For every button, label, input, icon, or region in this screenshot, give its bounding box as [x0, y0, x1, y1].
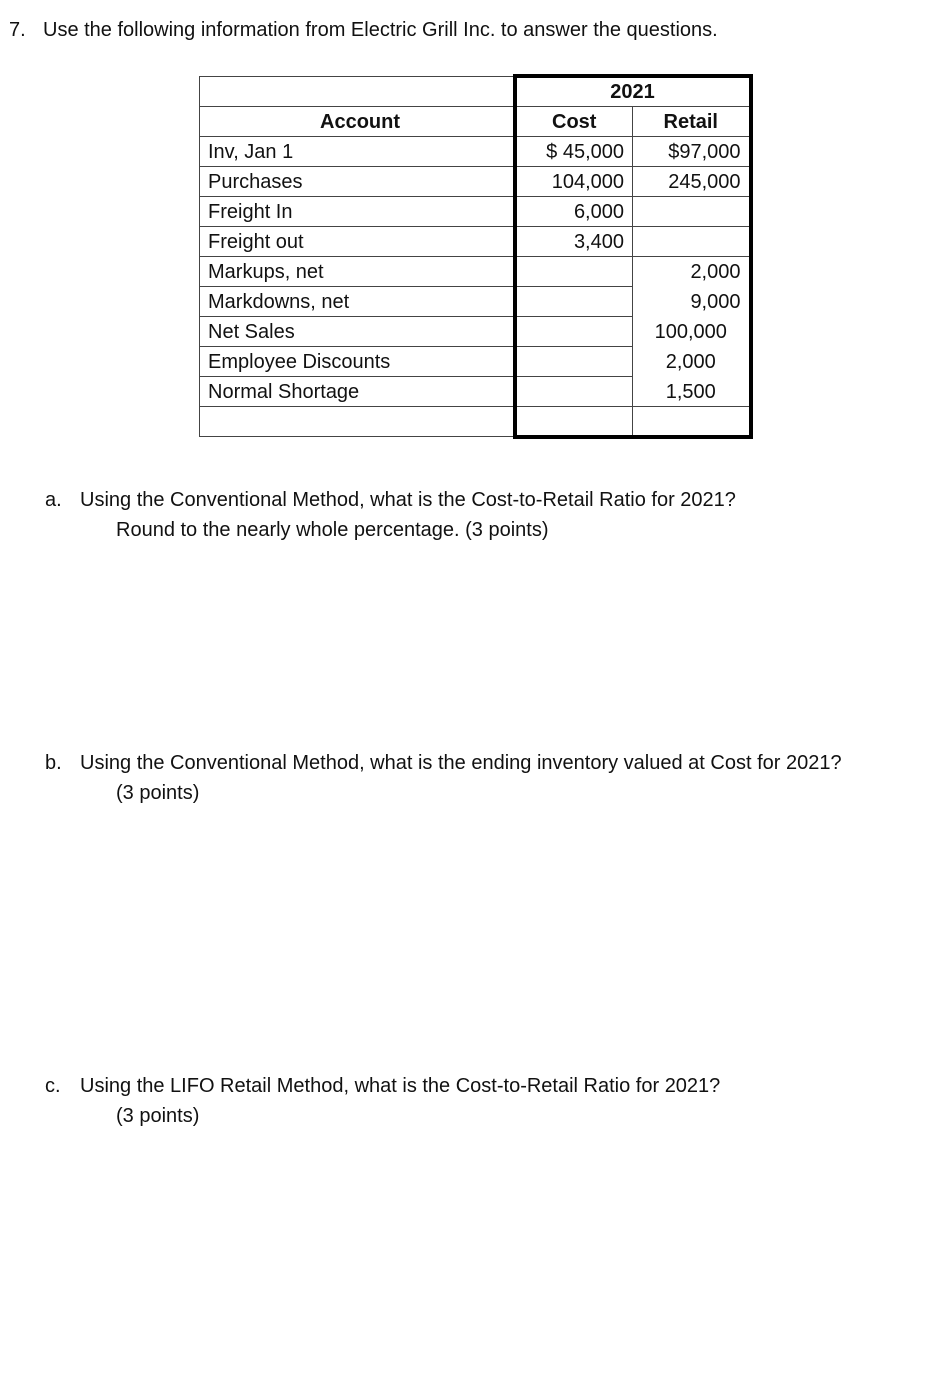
table-row: [200, 407, 751, 437]
question-c-text: Using the LIFO Retail Method, what is the Cost-to-Retail Ratio for 2021?: [80, 1075, 721, 1097]
table-row: [200, 197, 751, 227]
question-b-subtext: (3 points): [116, 782, 200, 804]
cost-cell: [515, 317, 633, 347]
question-c: [45, 1071, 720, 1131]
retail-cell: [633, 407, 751, 437]
cost-cell: 3,400: [515, 227, 633, 257]
inventory-table: [199, 74, 753, 439]
cost-cell: $ 45,000: [515, 137, 633, 167]
retail-cell: $97,000: [633, 137, 751, 167]
table-row: [200, 317, 751, 347]
retail-cell: 2,000: [633, 257, 751, 287]
table-row: [200, 137, 751, 167]
question-a-text: Using the Conventional Method, what is the Cost-to-Retail Ratio for 2021?: [80, 489, 736, 511]
table-row: [200, 377, 751, 407]
table-header-row: [200, 107, 751, 137]
question-a-label: a.: [45, 489, 62, 511]
table-corner-cell: [200, 76, 515, 107]
account-cell: Freight out: [200, 227, 515, 257]
question-c-label: c.: [45, 1075, 61, 1097]
account-cell: [200, 407, 515, 437]
retail-cell: 1,500: [633, 377, 751, 407]
retail-cell: 9,000: [633, 287, 751, 317]
retail-cell: 245,000: [633, 167, 751, 197]
question-b-text: Using the Conventional Method, what is the ending inventory valued at Cost for 2021?: [80, 752, 842, 774]
cost-header: Cost: [515, 107, 633, 137]
retail-cell: [633, 197, 751, 227]
account-cell: Inv, Jan 1: [200, 137, 515, 167]
retail-header: Retail: [633, 107, 751, 137]
question-b: [45, 748, 842, 808]
cost-cell: [515, 257, 633, 287]
account-cell: Purchases: [200, 167, 515, 197]
cost-cell: [515, 347, 633, 377]
cost-cell: 104,000: [515, 167, 633, 197]
retail-cell: 2,000: [633, 347, 751, 377]
table-row: [200, 287, 751, 317]
cost-cell: [515, 407, 633, 437]
account-cell: Markups, net: [200, 257, 515, 287]
table-row: [200, 167, 751, 197]
question-b-label: b.: [45, 752, 62, 774]
question-number: 7.: [9, 19, 26, 41]
question-text: Use the following information from Electric Grill Inc. to answer the questions.: [43, 19, 718, 41]
cost-cell: [515, 287, 633, 317]
question-a-subtext: Round to the nearly whole percentage. (3 points): [116, 519, 549, 541]
table-row: [200, 257, 751, 287]
question-heading: [9, 19, 718, 42]
question-c-subtext: (3 points): [116, 1105, 200, 1127]
table-year-row: [200, 76, 751, 107]
table-row: [200, 227, 751, 257]
retail-cell: 100,000: [633, 317, 751, 347]
account-cell: Employee Discounts: [200, 347, 515, 377]
table-row: [200, 347, 751, 377]
account-cell: Net Sales: [200, 317, 515, 347]
account-cell: Freight In: [200, 197, 515, 227]
retail-cell: [633, 227, 751, 257]
cost-cell: [515, 377, 633, 407]
account-cell: Markdowns, net: [200, 287, 515, 317]
cost-cell: 6,000: [515, 197, 633, 227]
year-header: 2021: [515, 76, 751, 107]
question-a: [45, 485, 736, 545]
account-cell: Normal Shortage: [200, 377, 515, 407]
account-header: Account: [200, 107, 515, 137]
